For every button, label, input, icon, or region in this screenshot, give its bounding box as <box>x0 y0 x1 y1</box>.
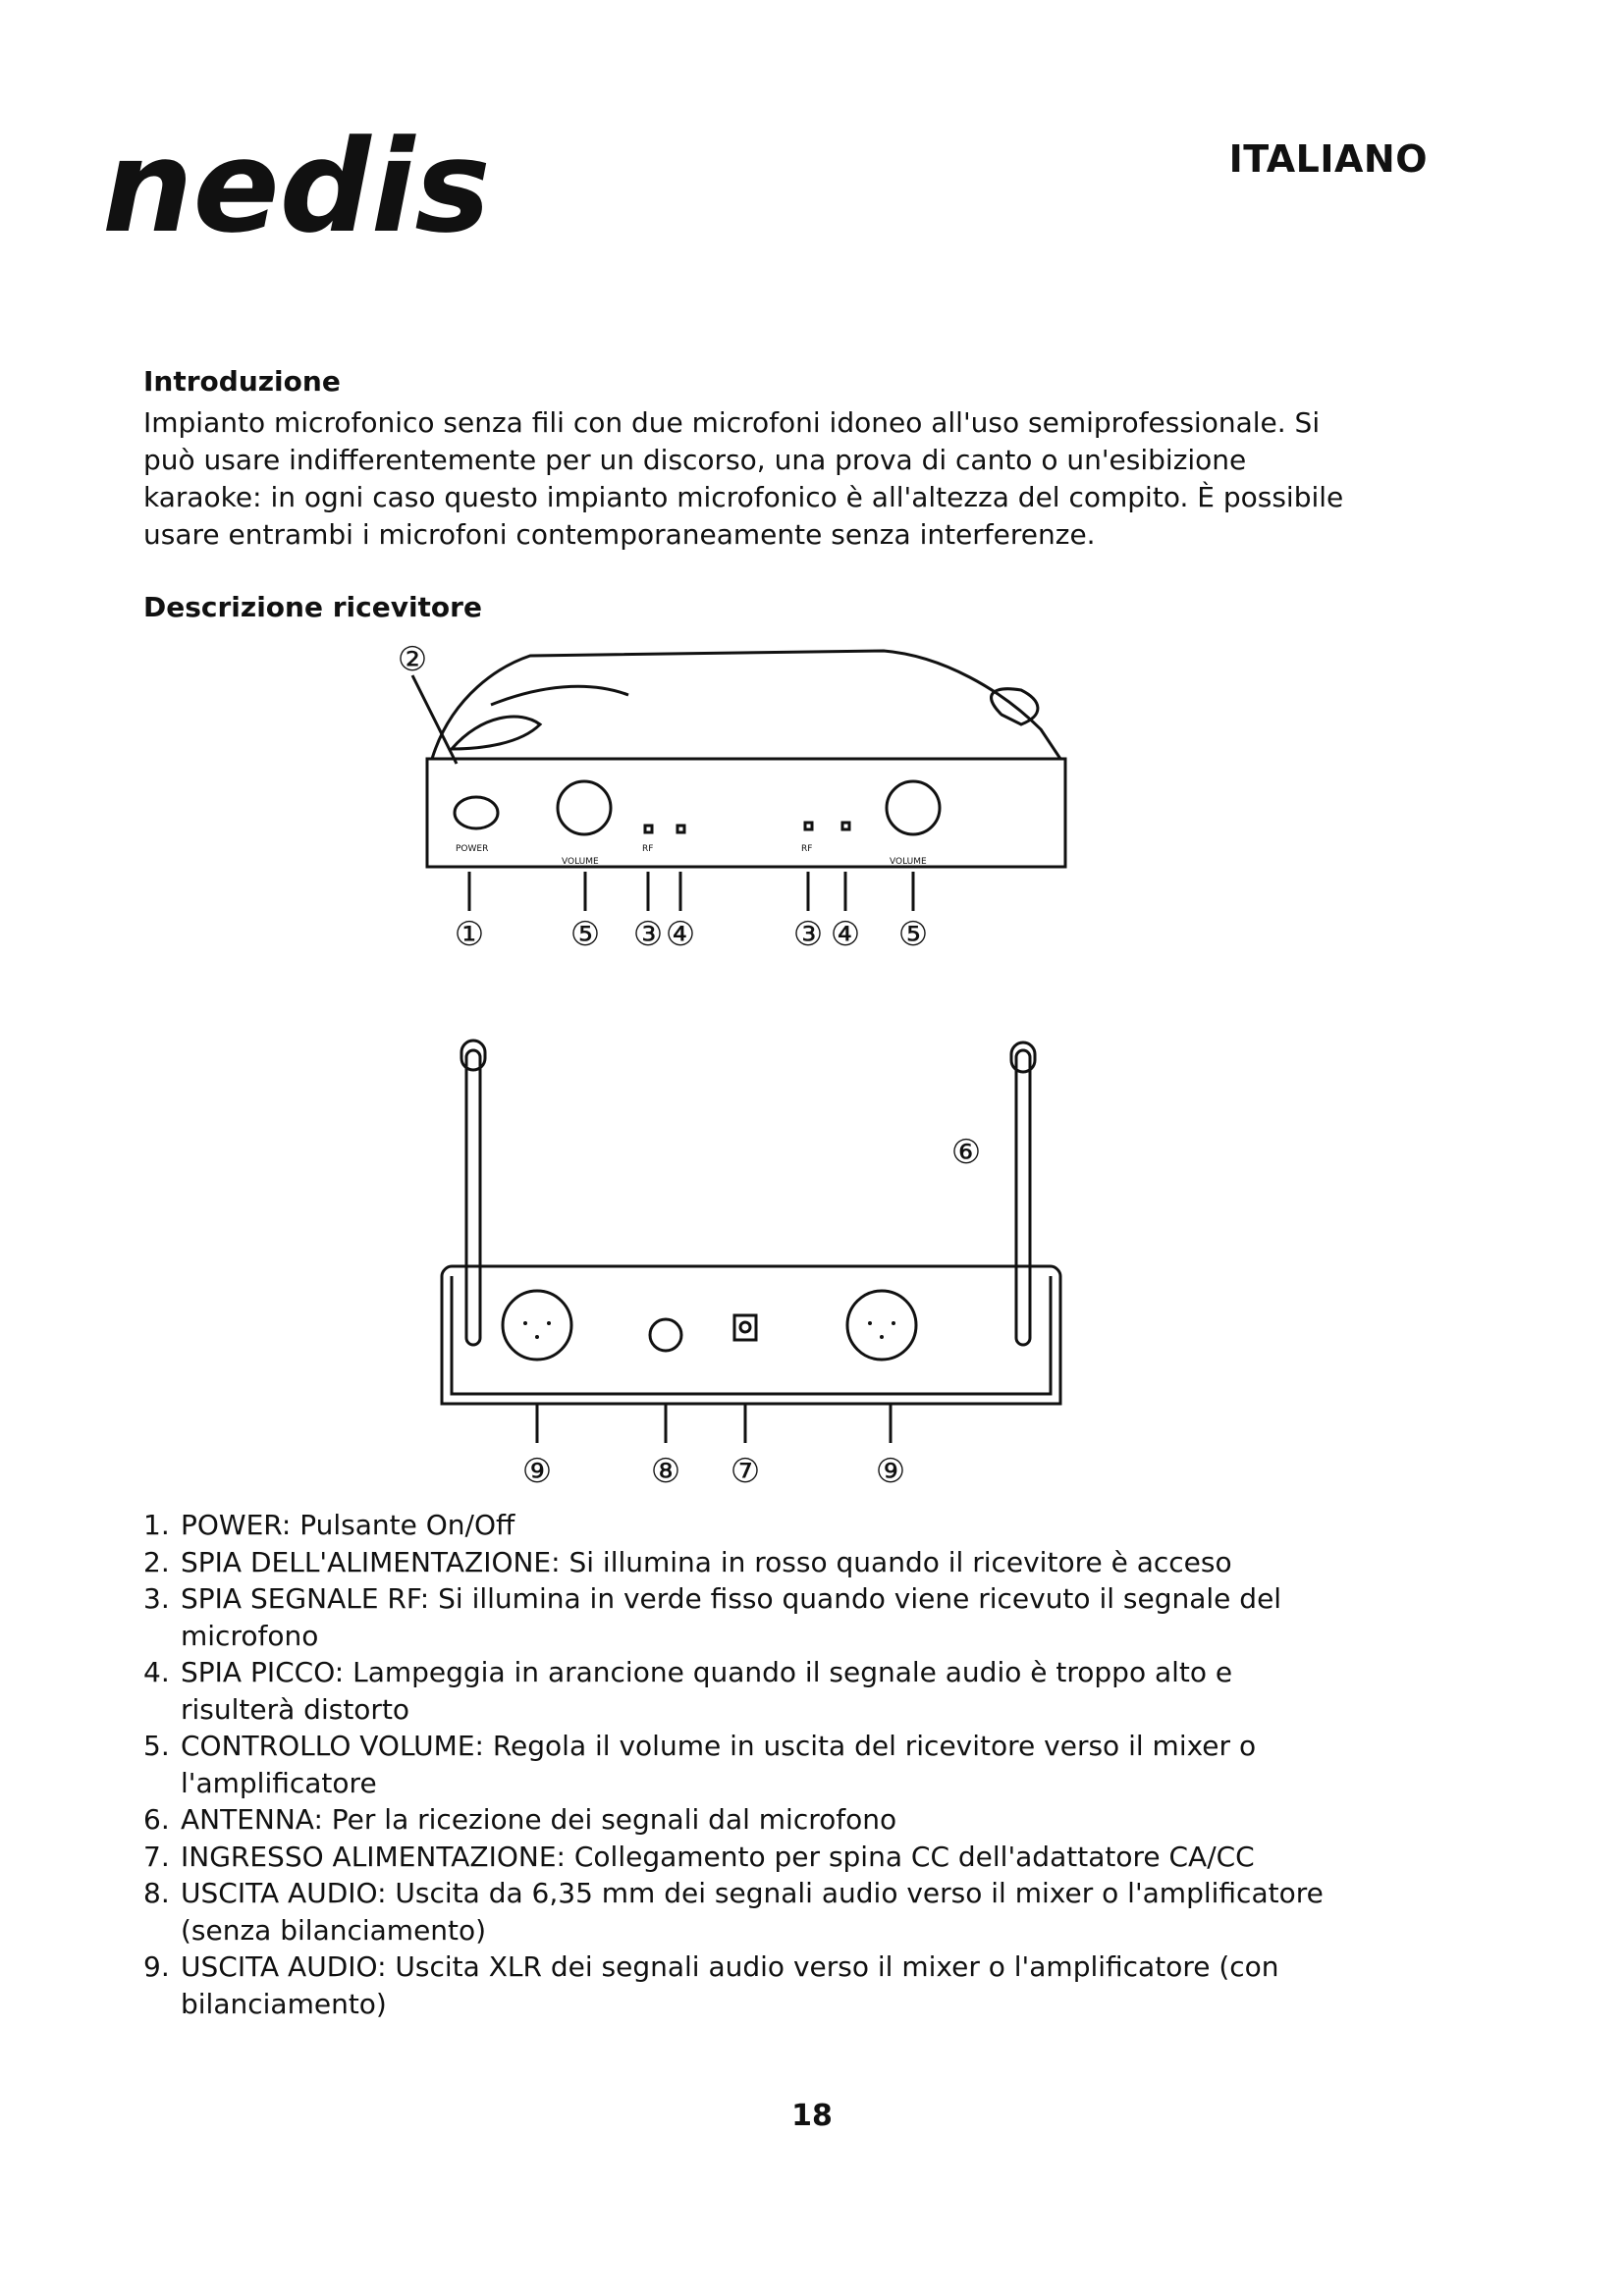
callout-3-right: ③ <box>792 915 824 954</box>
list-item: 8. USCITA AUDIO: Uscita da 6,35 mm dei segnali audio verso il mixer o l'amplificatore (senza bilanciamento) <box>143 1877 1324 1947</box>
svg-text:nedis: nedis <box>102 128 491 261</box>
callout-4-left: ④ <box>665 915 696 954</box>
callout-1: ① <box>454 915 485 954</box>
list-item: 9. USCITA AUDIO: Uscita XLR dei segnali audio verso il mixer o l'amplificatore (con bilanciamento) <box>143 1950 1279 2020</box>
language-label: ITALIANO <box>1228 137 1428 181</box>
callout-4-right: ④ <box>830 915 861 954</box>
component-list <box>143 1507 1351 2022</box>
list-item: 2. SPIA DELL'ALIMENTAZIONE: Si illumina in rosso quando il ricevitore è acceso <box>143 1545 1232 1578</box>
callout-6: ⑥ <box>950 1133 982 1172</box>
volume-label-left: VOLUME <box>562 857 599 867</box>
callout-7: ⑦ <box>730 1452 761 1491</box>
rf-label-right: RF <box>801 844 813 854</box>
list-item: 3. SPIA SEGNALE RF: Si illumina in verde fisso quando viene ricevuto il segnale del microfono <box>143 1582 1282 1652</box>
receiver-heading: Descrizione ricevitore <box>143 591 482 623</box>
receiver-back-diagram <box>422 1031 1090 1502</box>
callout-8: ⑧ <box>650 1452 681 1491</box>
callout-2: ② <box>397 640 428 679</box>
callout-5-right: ⑤ <box>897 915 929 954</box>
list-item: 5. CONTROLLO VOLUME: Regola il volume in uscita del ricevitore verso il mixer o l'amplificatore <box>143 1730 1257 1799</box>
callout-9-right: ⑨ <box>875 1452 906 1491</box>
main-content <box>143 363 1351 630</box>
page-number: 18 <box>791 2099 833 2133</box>
nedis-logo <box>102 128 613 265</box>
volume-label-right: VOLUME <box>890 857 927 867</box>
intro-heading: Introduzione <box>143 365 341 398</box>
list-item: 4. SPIA PICCO: Lampeggia in arancione quando il segnale audio è troppo alto e risulterà distorto <box>143 1656 1233 1726</box>
list-item: 1. POWER: Pulsante On/Off <box>143 1509 515 1541</box>
callout-3-left: ③ <box>632 915 664 954</box>
intro-text: Impianto microfonico senza fili con due microfoni idoneo all'uso semiprofessionale. Si può usare indifferentemente per un discorso, una prova di canto o un'esibizione karaoke: in ogni caso questo impianto microfonico è all'altezza del compito. È possibile usare entrambi i microfoni contemporaneamente senza interferenze. <box>143 406 1344 551</box>
callout-5-left: ⑤ <box>569 915 601 954</box>
rf-label-left: RF <box>642 844 654 854</box>
list-item: 6. ANTENNA: Per la ricezione dei segnali dal microfono <box>143 1803 897 1836</box>
list-item: 7. INGRESSO ALIMENTAZIONE: Collegamento per spina CC dell'adattatore CA/CC <box>143 1840 1255 1873</box>
receiver-front-diagram <box>393 636 1100 970</box>
power-label: POWER <box>456 844 489 854</box>
callout-9-left: ⑨ <box>521 1452 553 1491</box>
